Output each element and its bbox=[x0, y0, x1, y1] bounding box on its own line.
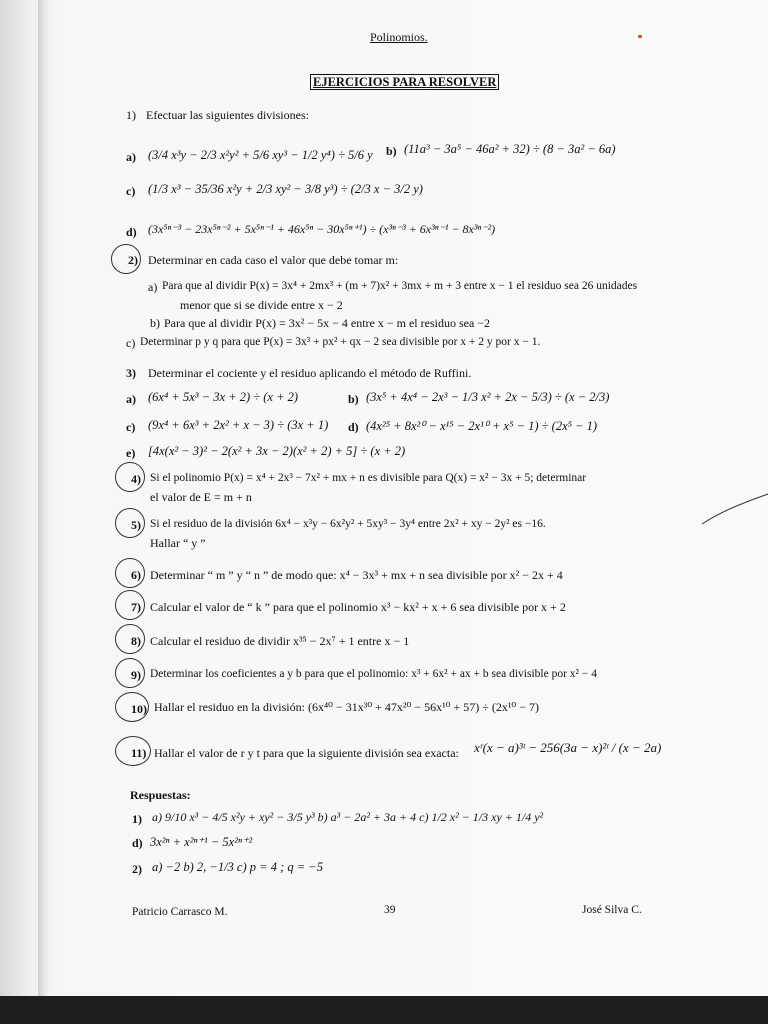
exercise-4-number: 4) bbox=[131, 472, 141, 486]
exercise-1d-label: d) bbox=[126, 225, 137, 239]
answer-1d-text: 3x²ⁿ + x²ⁿ⁺¹ − 5x²ⁿ⁺² bbox=[150, 835, 253, 849]
exercise-8-text: Calcular el residuo de dividir x³⁵ − 2x⁷ + 1 entre x − 1 bbox=[150, 634, 410, 648]
exercise-2-text: Determinar en cada caso el valor que debe tomar m: bbox=[148, 253, 399, 267]
exercise-10-number: 10) bbox=[131, 702, 147, 716]
exercise-1c-expr: (1/3 x³ − 35/36 x²y + 2/3 xy² − 3/8 y³) ÷ (2/3 x − 3/2 y) bbox=[148, 182, 423, 196]
exercise-10-text: Hallar el residuo en la división: (6x⁴⁰ − 31x³⁰ + 47x²⁰ − 56x¹⁰ + 57) ÷ (2x¹⁰ − 7) bbox=[154, 700, 539, 714]
ink-mark bbox=[638, 35, 642, 38]
exercise-8-number: 8) bbox=[131, 634, 141, 648]
exercise-2b-text: Para que al dividir P(x) = 3x² − 5x − 4 entre x − m el residuo sea −2 bbox=[164, 316, 491, 330]
exercise-11-fraction: xʳ(x − a)³ᵗ − 256(3a − x)²ᵗ / (x − 2a) bbox=[474, 740, 662, 755]
exercise-3e-label: e) bbox=[126, 446, 136, 460]
scan-edge bbox=[0, 996, 768, 1024]
exercise-2a-text: Para que al dividir P(x) = 3x⁴ + 2mx³ + (m + 7)x² + 3mx + m + 3 entre x − 1 el residuo sea 26 unidades bbox=[162, 280, 638, 292]
exercise-5-text: Si el residuo de la división 6x⁴ − x³y − 6x²y² + 5xy³ − 3y⁴ entre 2x² + xy − 2y² es −16. bbox=[150, 518, 546, 530]
answer-1-text: a) 9/10 x³ − 4/5 x²y + xy² − 3/5 y³ b) a³ − 2a² + 3a + 4 c) 1/2 x² − 1/3 xy + 1/4 y² bbox=[152, 810, 544, 824]
exercise-4-text: Si el polinomio P(x) = x⁴ + 2x³ − 7x² + mx + n es divisible para Q(x) = x² − 3x + 5; determinar bbox=[150, 472, 587, 484]
footer-author-left: Patricio Carrasco M. bbox=[132, 906, 228, 918]
exercise-2-number: 2) bbox=[128, 253, 138, 267]
exercise-1a-label: a) bbox=[126, 150, 136, 164]
exercise-1b-label: b) bbox=[386, 144, 397, 158]
page-title: Polinomios. bbox=[370, 30, 428, 44]
exercise-11-text: Hallar el valor de r y t para que la siguiente división sea exacta: bbox=[154, 746, 459, 760]
section-heading: EJERCICIOS PARA RESOLVER bbox=[310, 74, 499, 90]
exercise-3a-label: a) bbox=[126, 392, 136, 406]
exercise-4-cont: el valor de E = m + n bbox=[150, 490, 252, 504]
pen-stroke bbox=[700, 490, 768, 530]
exercise-2a-label: a) bbox=[148, 280, 158, 294]
exercise-9-text: Determinar los coeficientes a y b para que el polinomio: x³ + 6x² + ax + b sea divisible por x² − 4 bbox=[150, 668, 597, 680]
exercise-11-number: 11) bbox=[131, 746, 147, 760]
exercise-7-number: 7) bbox=[131, 600, 141, 614]
exercise-3c-expr: (9x⁴ + 6x³ + 2x² + x − 3) ÷ (3x + 1) bbox=[148, 418, 329, 432]
exercise-2a-cont: menor que si se divide entre x − 2 bbox=[180, 298, 343, 312]
exercise-3a-expr: (6x⁴ + 5x³ − 3x + 2) ÷ (x + 2) bbox=[148, 390, 299, 404]
exercise-3-text: Determinar el cociente y el residuo aplicando el método de Ruffini. bbox=[148, 366, 472, 380]
exercise-3e-expr: [4x(x² − 3)² − 2(x² + 3x − 2)(x² + 2) + 5] ÷ (x + 2) bbox=[148, 444, 406, 458]
footer-page-number: 39 bbox=[384, 904, 396, 916]
footer-author-right: José Silva C. bbox=[582, 904, 642, 916]
exercise-1b-expr: (11a³ − 3a⁵ − 46a² + 32) ÷ (8 − 3a² − 6a) bbox=[404, 142, 616, 156]
exercise-1-number: 1) bbox=[126, 108, 136, 122]
exercise-1-text: Efectuar las siguientes divisiones: bbox=[146, 108, 309, 122]
exercise-3d-expr: (4x²⁵ + 8x²⁰ − x¹⁵ − 2x¹⁰ + x⁵ − 1) ÷ (2x⁵ − 1) bbox=[366, 419, 598, 433]
exercise-3b-label: b) bbox=[348, 392, 359, 406]
exercise-3b-expr: (3x⁵ + 4x⁴ − 2x³ − 1/3 x² + 2x − 5/3) ÷ (x − 2/3) bbox=[366, 390, 610, 404]
exercise-1c-label: c) bbox=[126, 184, 136, 198]
exercise-7-text: Calcular el valor de “ k ” para que el polinomio x³ − kx² + x + 6 sea divisible por x + 2 bbox=[150, 600, 566, 614]
exercise-1d-expr: (3x⁵ⁿ⁻³ − 23x⁵ⁿ⁻² + 5x⁵ⁿ⁻¹ + 46x⁵ⁿ − 30x⁵ⁿ⁺¹) ÷ (x³ⁿ⁻³ + 6x³ⁿ⁻¹ − 8x³ⁿ⁻²) bbox=[148, 222, 496, 236]
exercise-3d-label: d) bbox=[348, 420, 359, 434]
exercise-3-number: 3) bbox=[126, 366, 136, 380]
answer-2-text: a) −2 b) 2, −1/3 c) p = 4 ; q = −5 bbox=[152, 860, 323, 874]
exercise-1a-expr: (3/4 x³y − 2/3 x²y² + 5/6 xy³ − 1/2 y⁴) ÷ 5/6 y bbox=[148, 148, 373, 162]
exercise-2c-text: Determinar p y q para que P(x) = 3x³ + px² + qx − 2 sea divisible por x + 2 y por x − 1. bbox=[140, 336, 541, 348]
exercise-9-number: 9) bbox=[131, 668, 141, 682]
exercise-5-number: 5) bbox=[131, 518, 141, 532]
answer-1d-label: d) bbox=[132, 836, 143, 850]
answer-2-number: 2) bbox=[132, 862, 142, 876]
exercise-3c-label: c) bbox=[126, 420, 136, 434]
answers-heading: Respuestas: bbox=[130, 788, 191, 802]
exercise-5-cont: Hallar “ y ” bbox=[150, 536, 206, 550]
page-gutter bbox=[38, 0, 50, 1000]
exercise-6-number: 6) bbox=[131, 568, 141, 582]
exercise-2b-label: b) bbox=[150, 316, 160, 330]
exercise-2c-label: c) bbox=[126, 336, 136, 350]
answer-1-number: 1) bbox=[132, 812, 142, 826]
exercise-6-text: Determinar “ m ” y “ n ” de modo que: x⁴ − 3x³ + mx + n sea divisible por x² − 2x + 4 bbox=[150, 568, 563, 582]
